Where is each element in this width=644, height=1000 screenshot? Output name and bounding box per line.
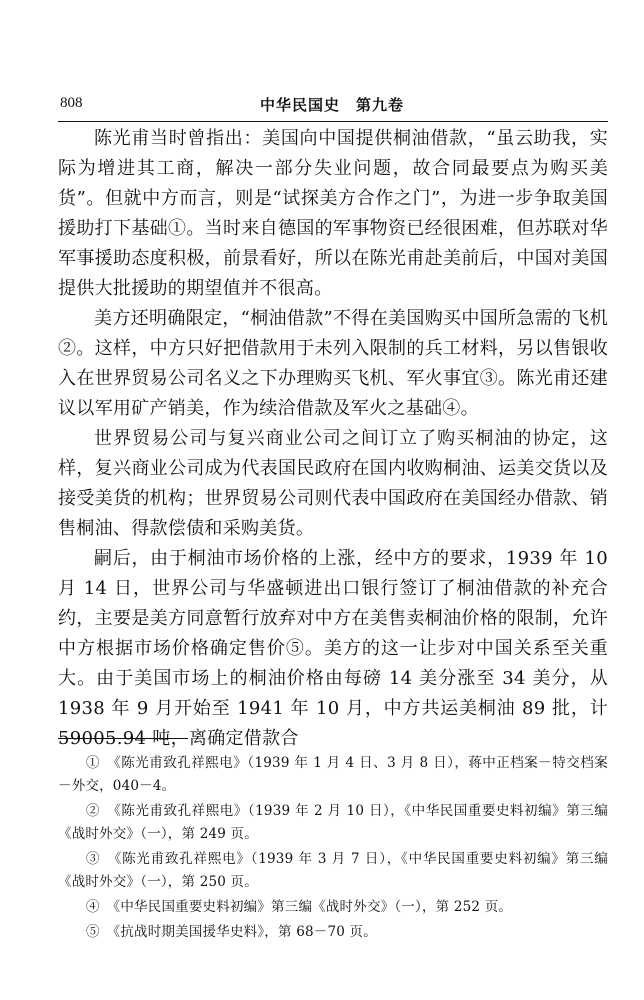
running-title: 中华民国史 第九卷 (259, 96, 404, 114)
header-rule (58, 121, 608, 122)
page-number: 808 (60, 95, 83, 111)
footnote: ⑤ 《抗战时期美国援华史料》，第 68－70 页。 (86, 924, 377, 940)
footnote: ④ 《中华民国重要史料初编》第三编《战时外交》（一），第 252 页。 (86, 899, 513, 915)
page-header (58, 92, 606, 118)
footnote: ② 《陈光甫致孔祥熙电》（1939 年 2 月 10 日），《中华民国重要史料初编》第三编《战时外交》（一），第 249 页。 (58, 803, 608, 842)
body-text (58, 124, 608, 754)
paragraph: 陈光甫当时曾指出：美国向中国提供桐油借款，“虽云助我，实际为增进其工商，解决一部分失业问题，故合同最要点为购买美货”。但就中方而言，则是“试探美方合作之门”，为进一步争取美国援助打下基础①。当时来自德国的军事物资已经很困难，但苏联对华军事援助态度积极，前景看好，所以在陈光甫赴美前后，中国对美国提供大批援助的期望值并不很高。 (58, 128, 608, 299)
paragraph: 美方还明确限定，“桐油借款”不得在美国购买中国所急需的飞机②。这样，中方只好把借款用于未列入限制的兵工材料，另以售银收入在世界贸易公司名义之下办理购买飞机、军火事宜③。陈光甫还建议以军用矿产销美，作为续洽借款及军火之基础④。 (58, 308, 608, 419)
footnote-rule (58, 738, 188, 739)
paragraph: 世界贸易公司与复兴商业公司之间订立了购买桐油的协定，这样，复兴商业公司成为代表国民政府在国内收购桐油、运美交货以及接受美货的机构；世界贸易公司则代表中国政府在美国经办借款、销售桐油、得款偿债和采购美货。 (58, 428, 608, 539)
footnotes (58, 752, 608, 946)
footnote: ③ 《陈光甫致孔祥熙电》（1939 年 3 月 7 日），《中华民国重要史料初编》第三编《战时外交》（一），第 250 页。 (58, 851, 608, 890)
paragraph: 嗣后，由于桐油市场价格的上涨，经中方的要求，1939 年 10 月 14 日，世界公司与华盛顿进出口银行签订了桐油借款的补充合约，主要是美方同意暂行放弃对中方在美售卖桐油价格的限制，允许中方根据市场价格确定售价⑤。美方的这一让步对中国关系至关重大。由于美国市场上的桐油价格由每磅 14 美分涨至 34 美分，从 1938 年 9 月开始至 1941 年 10 月，中方共运美桐油 89 批，计 59005.94 吨，离确定借款合 (58, 548, 608, 749)
footnote: ① 《陈光甫致孔祥熙电》（1939 年 1 月 4 日、3 月 8 日），蒋中正档案－特交档案－外交，040－4。 (58, 755, 608, 794)
